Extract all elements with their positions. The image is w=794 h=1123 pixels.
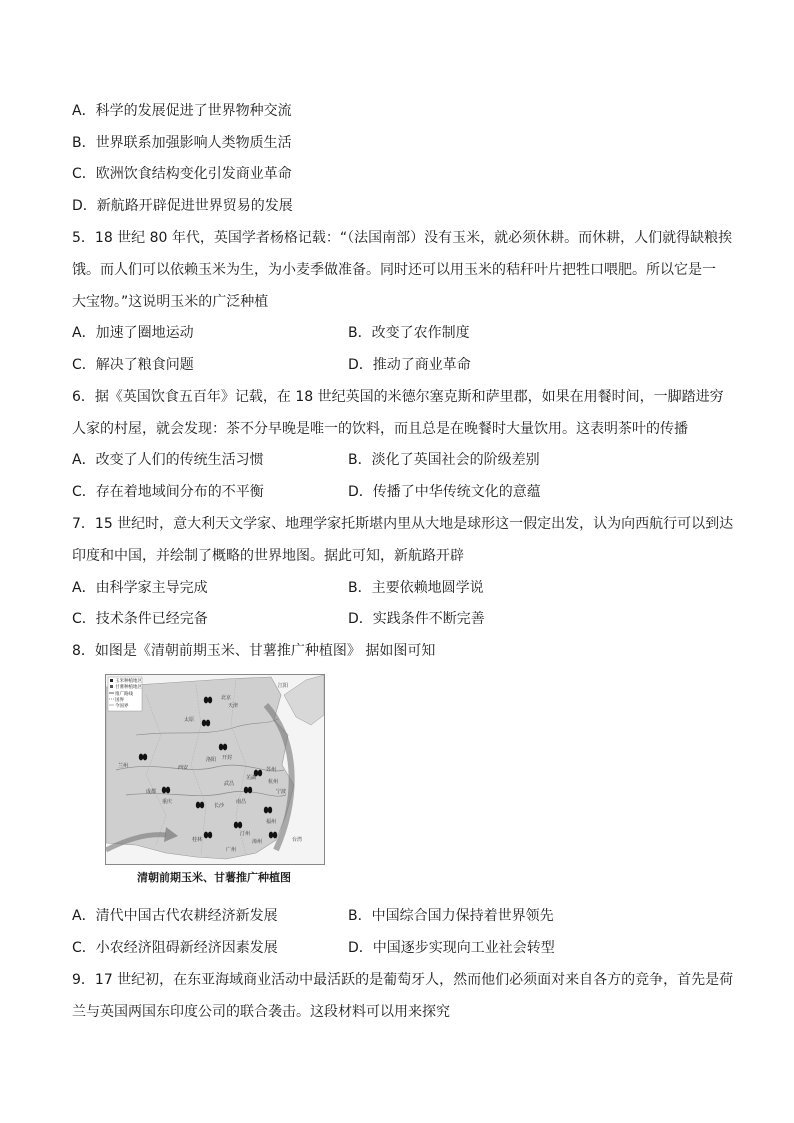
- q7-option-c: C．技术条件已经完备: [72, 611, 208, 627]
- q6-option-d: D．传播了中华传统文化的意蕴: [348, 484, 541, 500]
- city-label: 长沙: [214, 803, 225, 809]
- city-label: 天津: [228, 703, 239, 709]
- q7-stem-line-1: 7．15 世纪时，意大利天文学家、地理学家托斯堪内里从大地是球形这一假定出发，认为向西航行可以到达: [72, 516, 734, 532]
- legend-current-border: 今国界: [115, 704, 129, 709]
- q6-option-c: C．存在着地域间分布的不平衡: [72, 484, 264, 500]
- city-label: 北京: [221, 695, 232, 701]
- city-label: 兰州: [118, 763, 129, 769]
- q4-option-d: D．新航路开辟促进世界贸易的发展: [72, 198, 293, 214]
- q6-stem-line-2: 人家的村屋，就会发现：茶不分早晚是唯一的饮料，而且总是在晚餐时大量饮用。这表明茶叶的传播: [72, 421, 688, 437]
- q6-option-b: B．淡化了英国社会的阶级差别: [348, 452, 540, 468]
- city-label: 漳州: [252, 839, 263, 845]
- q8-option-d: D．中国逐步实现向工业社会转型: [348, 940, 555, 956]
- city-label: 江阳: [278, 683, 289, 689]
- q7-option-d: D．实践条件不断完善: [348, 611, 485, 627]
- city-label: 南昌: [236, 799, 247, 805]
- legend-corn: 玉米种植地区: [115, 679, 142, 684]
- q7-stem-line-2: 印度和中国，并绘制了概略的世界地图。据此可知，新航路开辟: [72, 548, 464, 564]
- city-label: 广州: [226, 847, 237, 853]
- q5-stem-line-3: 大宝物。”这说明玉米的广泛种植: [72, 294, 269, 310]
- q5-option-c: C．解决了粮食问题: [72, 357, 194, 373]
- q5-stem-line-2: 饿。而人们可以依赖玉米为生，为小麦季做准备。同时还可以用玉米的秸秆叶片把牲口喂肥。所以它是一: [72, 262, 716, 278]
- city-label: 西安: [178, 765, 189, 771]
- q4-option-b: B．世界联系加强影响人类物质生活: [72, 135, 292, 151]
- q7-option-b: B．主要依赖地圆学说: [348, 580, 484, 596]
- city-label: 汀州: [240, 831, 251, 837]
- city-label: 福州: [266, 819, 277, 825]
- city-label: 重庆: [162, 799, 173, 805]
- city-label: 成都: [146, 789, 157, 795]
- q8-option-b: B．中国综合国力保持着世界领先: [348, 908, 554, 924]
- city-label: 桂林: [192, 837, 203, 843]
- q4-option-a: A．科学的发展促进了世界物种交流: [72, 103, 292, 119]
- q6-stem-line-1: 6．据《英国饮食五百年》记载，在 18 世纪英国的米德尔塞克斯和萨里郡，如果在用餐时间，一脚踏进穷: [72, 389, 724, 405]
- q5-option-a: A．加速了圈地运动: [72, 325, 194, 341]
- city-label: 开封: [222, 755, 233, 761]
- city-label: 武昌: [224, 781, 235, 787]
- q8-stem: 8．如图是《清朝前期玉米、甘薯推广种植图》 据如图可知: [72, 643, 436, 659]
- city-label: 苏州: [266, 767, 277, 773]
- city-label: 杭州: [268, 779, 279, 785]
- city-label: 台湾: [292, 837, 303, 843]
- map-svg: [106, 675, 324, 864]
- q5-option-b: B．改变了农作制度: [348, 325, 470, 341]
- q8-option-c: C．小农经济阻碍新经济因素发展: [72, 940, 278, 956]
- city-label: 芜湖: [246, 775, 257, 781]
- map-figure: [105, 674, 325, 865]
- city-label: 宁波: [276, 789, 287, 795]
- legend-border: 国界: [115, 698, 124, 703]
- city-label: 太原: [184, 717, 195, 723]
- q7-option-a: A．由科学家主导完成: [72, 580, 208, 596]
- q4-option-c: C．欧洲饮食结构变化引发商业革命: [72, 166, 292, 182]
- legend-sweet-potato: 甘薯种植地区: [115, 685, 142, 690]
- q5-stem-line-1: 5．18 世纪 80 年代，英国学者杨格记载：“（法国南部）没有玉米，就必须休耕。而休耕，人们就得缺粮挨: [72, 230, 733, 246]
- q8-option-a: A．清代中国古代农耕经济新发展: [72, 908, 278, 924]
- map-caption: 清朝前期玉米、甘薯推广种植图: [137, 871, 291, 884]
- q9-stem-line-2: 兰与英国两国东印度公司的联合袭击。这段材料可以用来探究: [72, 1004, 450, 1020]
- q5-option-d: D．推动了商业革命: [348, 357, 471, 373]
- legend-route: 推广路线: [115, 692, 133, 697]
- city-label: 洛阳: [206, 757, 217, 763]
- q6-option-a: A．改变了人们的传统生活习惯: [72, 452, 264, 468]
- q9-stem-line-1: 9．17 世纪初，在东亚海域商业活动中最活跃的是葡萄牙人，然而他们必须面对来自各方的竞争，首先是荷: [72, 972, 734, 988]
